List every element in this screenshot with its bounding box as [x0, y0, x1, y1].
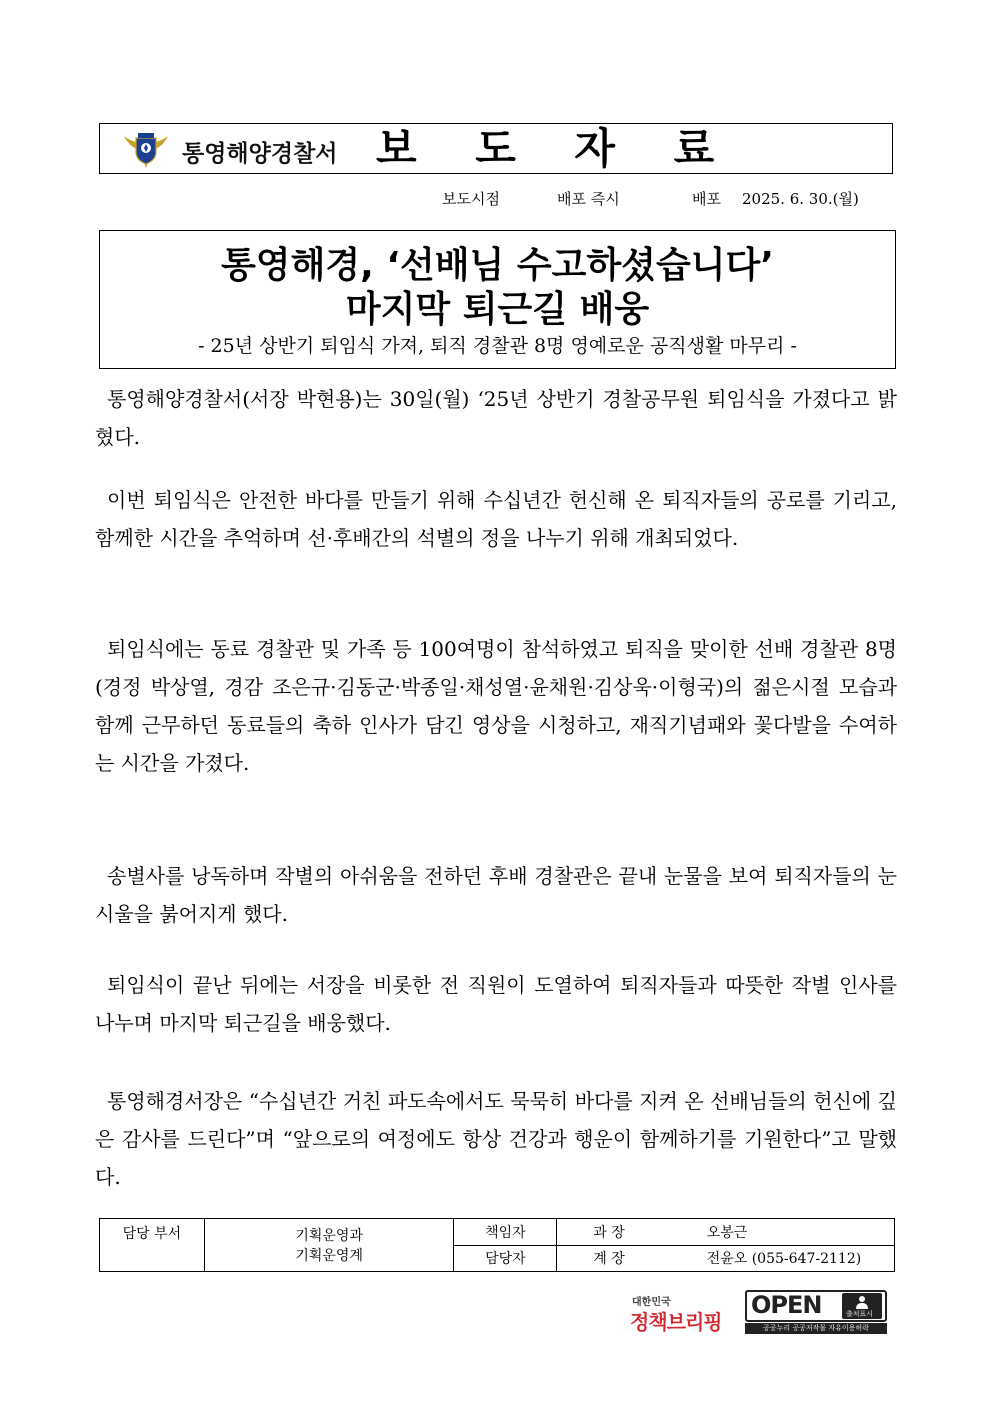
headline-box — [99, 230, 896, 369]
dept-name — [204, 1219, 454, 1272]
contact-table — [99, 1218, 895, 1272]
body-paragraph-3: 퇴임식에는 동료 경찰관 및 가족 등 100여명이 참석하였고 퇴직을 맞이한 선배 경찰관 8명(경정 박상열, 경감 조은규·김동군·박종일·채성열·윤채원·김상욱·이형국)의 젊은시절 모습과 함께 근무하던 동료들의 축하 인사가 담긴 영상을 시청하고, 재직기념패와 꽃다발을 수여하는 시간을 가졌다. — [95, 637, 897, 775]
body-paragraph-4: 송별사를 낭독하며 작별의 아쉬움을 전하던 후배 경찰관은 끝내 눈물을 보여 퇴직자들의 눈시울을 붉어지게 했다. — [95, 864, 897, 926]
press-release-title: 보 도 자 료 — [376, 124, 737, 173]
dept-line-2: 기획운영계 — [295, 1248, 363, 1264]
responsible-title: 과 장 — [557, 1219, 661, 1246]
policy-logo-top: 대한민국 — [632, 1297, 671, 1308]
open-logo-subtext: 공공누리 공공저작물 자유이용허락 — [745, 1323, 887, 1334]
body-paragraph-6: 통영해경서장은 “수십년간 거친 파도속에서도 묵묵히 바다를 지켜 온 선배님들의 헌신에 깊은 감사를 드린다”며 “앞으로의 여정에도 항상 건강과 행운이 함께하기를 기원한다”고 말했다. — [95, 1089, 897, 1189]
body-paragraph-5: 퇴임식이 끝난 뒤에는 서장을 비롯한 전 직원이 도열하여 퇴직자들과 따뜻한 작별 인사를 나누며 마지막 퇴근길을 배웅했다. — [95, 973, 897, 1035]
body-paragraph-1: 통영해양경찰서(서장 박현용)는 30일(월) ‘25년 상반기 경찰공무원 퇴임식을 가졌다고 밝혔다. — [95, 387, 897, 449]
release-dist-label: 배포 — [692, 190, 721, 208]
body-paragraph-2: 이번 퇴임식은 안전한 바다를 만들기 위해 수십년간 헌신해 온 퇴직자들의 공로를 기리고, 함께한 시간을 추억하며 선·후배간의 석별의 정을 나누기 위해 개최되었다. — [95, 488, 897, 550]
policy-briefing-logo — [630, 1293, 740, 1338]
responsible-label: 책임자 — [454, 1219, 557, 1246]
person-icon — [855, 1295, 869, 1309]
release-date: 2025. 6. 30.(월) — [742, 190, 859, 208]
open-logo-text: OPEN — [751, 1291, 822, 1319]
dept-line-1: 기획운영과 — [295, 1228, 363, 1244]
attribution-badge-label: 출처표시 — [846, 1310, 874, 1318]
policy-logo-main: 정책브리핑 — [630, 1310, 722, 1334]
headline-subtitle: - 25년 상반기 퇴임식 가져, 퇴직 경찰관 8명 영예로운 공직생활 마무리 - — [198, 335, 797, 357]
org-name: 통영해양경찰서 — [182, 141, 338, 167]
responsible-name: 오봉근 — [661, 1219, 895, 1246]
coast-guard-emblem-icon — [122, 128, 170, 170]
staff-label: 담당자 — [454, 1245, 557, 1272]
open-license-logo — [745, 1290, 887, 1334]
attribution-badge — [842, 1293, 882, 1319]
release-time-label: 보도시점 — [442, 190, 500, 208]
staff-name: 전윤오 (055-647-2112) — [661, 1245, 895, 1272]
headline-line-1: 통영해경, ‘선배님 수고하셨습니다’ — [221, 245, 774, 286]
headline-line-2: 마지막 퇴근길 배웅 — [345, 289, 650, 330]
release-time-value: 배포 즉시 — [557, 190, 620, 208]
dept-label: 담당 부서 — [100, 1219, 205, 1272]
press-header — [99, 123, 893, 174]
staff-title: 계 장 — [557, 1245, 661, 1272]
